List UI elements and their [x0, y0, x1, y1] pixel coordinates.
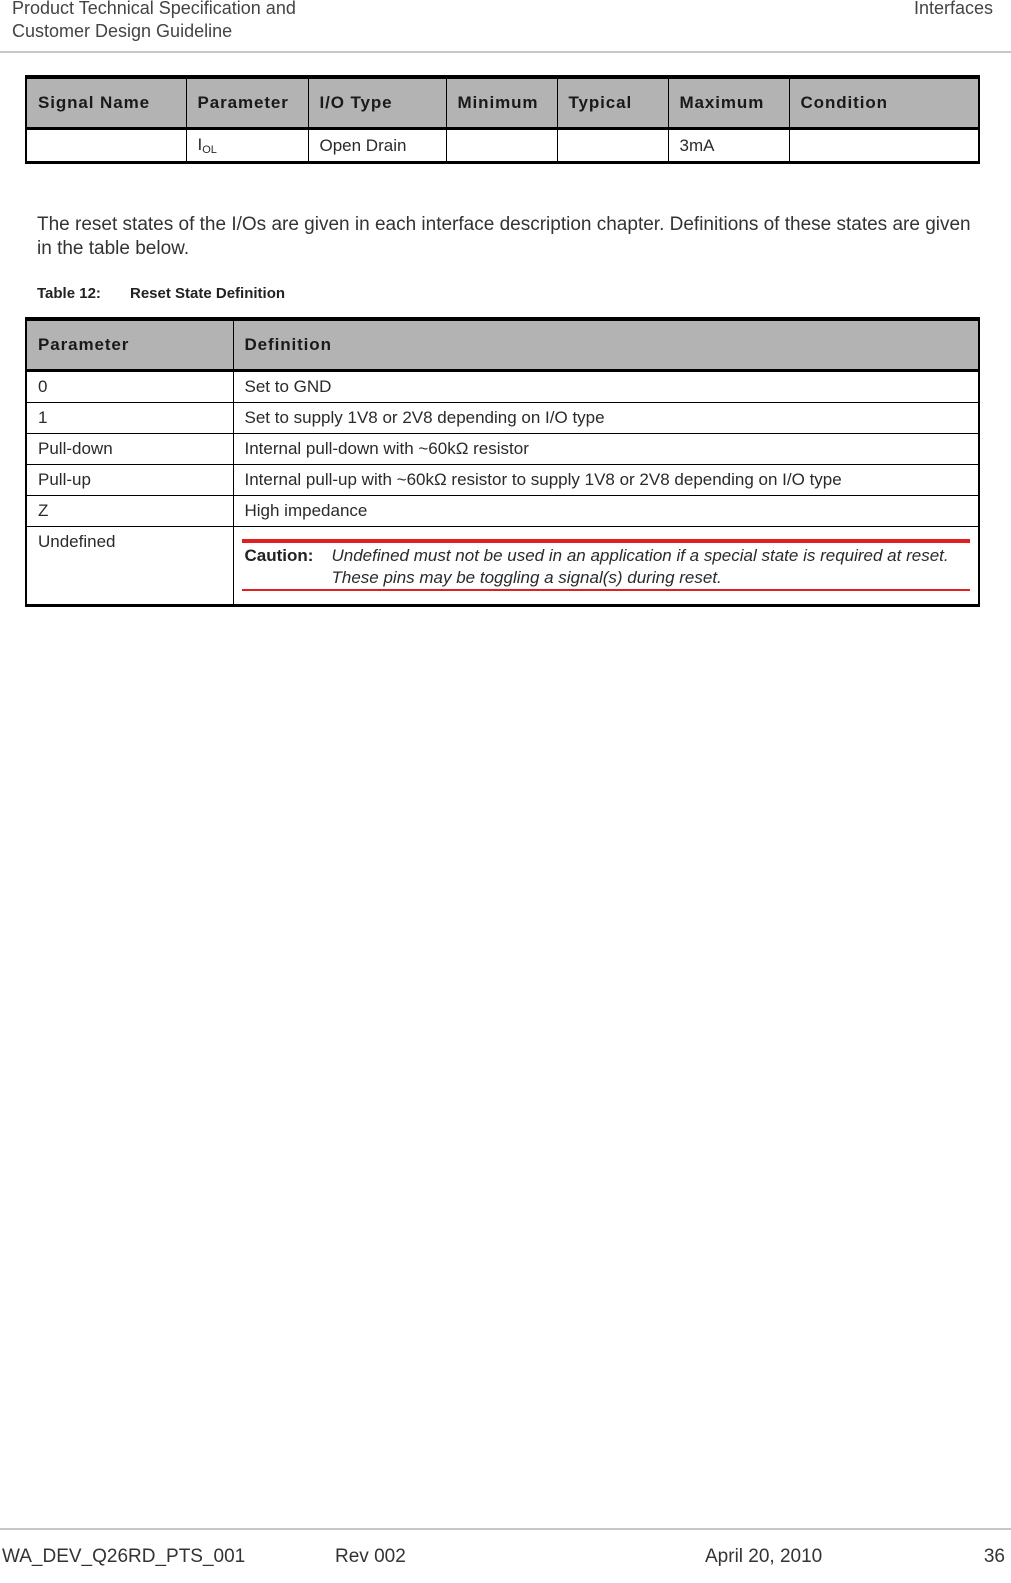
column-header-typical: Typical [557, 77, 668, 129]
cell-definition: Internal pull-down with ~60kΩ resistor [233, 434, 979, 465]
table-row [26, 403, 979, 434]
header-title-line2: Customer Design Guideline [12, 21, 233, 41]
cell-typical [557, 129, 668, 163]
footer-page-number: 36 [983, 1546, 1005, 1567]
footer-doc-id: WA_DEV_Q26RD_PTS_001 [2, 1546, 246, 1567]
table-row [26, 465, 979, 496]
cell-parameter: Undefined [26, 527, 233, 606]
table-header-row [26, 319, 979, 371]
cell-parameter: Pull-down [26, 434, 233, 465]
cell-definition: Internal pull-up with ~60kΩ resistor to supply 1V8 or 2V8 depending on I/O type [233, 465, 979, 496]
cell-condition [789, 129, 979, 163]
table-row [26, 434, 979, 465]
cell-definition: Set to supply 1V8 or 2V8 depending on I/O type [233, 403, 979, 434]
table-caption [37, 285, 285, 302]
caution-note [242, 539, 971, 591]
column-header-parameter: Parameter [186, 77, 308, 129]
footer-date: April 20, 2010 [705, 1546, 823, 1567]
cell-minimum [446, 129, 557, 163]
column-header-maximum: Maximum [668, 77, 789, 129]
table-caption-number: Table 12: [37, 285, 101, 302]
column-header-condition: Condition [789, 77, 979, 129]
io-characteristics-table [25, 75, 980, 164]
parameter-subscript: OL [202, 144, 217, 156]
column-header-minimum: Minimum [446, 77, 557, 129]
header-title-line1: Product Technical Specification and [12, 0, 296, 18]
cell-definition: High impedance [233, 496, 979, 527]
column-header-io-type: I/O Type [308, 77, 446, 129]
column-header-parameter: Parameter [26, 319, 233, 371]
column-header-signal-name: Signal Name [26, 77, 186, 129]
reset-state-table [25, 317, 980, 607]
parameter-symbol: I [197, 135, 203, 154]
cell-signal-name [26, 129, 186, 163]
cell-maximum: 3mA [668, 129, 789, 163]
page-header-section: Interfaces [913, 0, 993, 18]
footer-divider [0, 1528, 1011, 1530]
table-header-row [26, 77, 979, 129]
table-row [26, 371, 979, 403]
cell-parameter: 0 [26, 371, 233, 403]
page-header-title [12, 0, 296, 43]
cell-definition [233, 527, 979, 606]
caution-text: Undefined must not be used in an application if a special state is required at reset. These pins may be toggling a signal(s) during reset. [331, 546, 949, 587]
cell-parameter [186, 129, 308, 163]
cell-parameter: Pull-up [26, 465, 233, 496]
table-row-undefined [26, 527, 979, 606]
cell-definition: Set to GND [233, 371, 979, 403]
body-paragraph: The reset states of the I/Os are given in each interface description chapter. Definitions of these states are given in the table below. [37, 214, 971, 259]
column-header-definition: Definition [233, 319, 979, 371]
table-row [26, 496, 979, 527]
cell-parameter: 1 [26, 403, 233, 434]
table-row [26, 129, 979, 163]
cell-parameter: Z [26, 496, 233, 527]
cell-io-type: Open Drain [308, 129, 446, 163]
header-divider [0, 51, 1011, 53]
footer-revision: Rev 002 [335, 1546, 406, 1567]
caution-label: Caution: [244, 546, 314, 565]
table-caption-title: Reset State Definition [130, 285, 286, 302]
